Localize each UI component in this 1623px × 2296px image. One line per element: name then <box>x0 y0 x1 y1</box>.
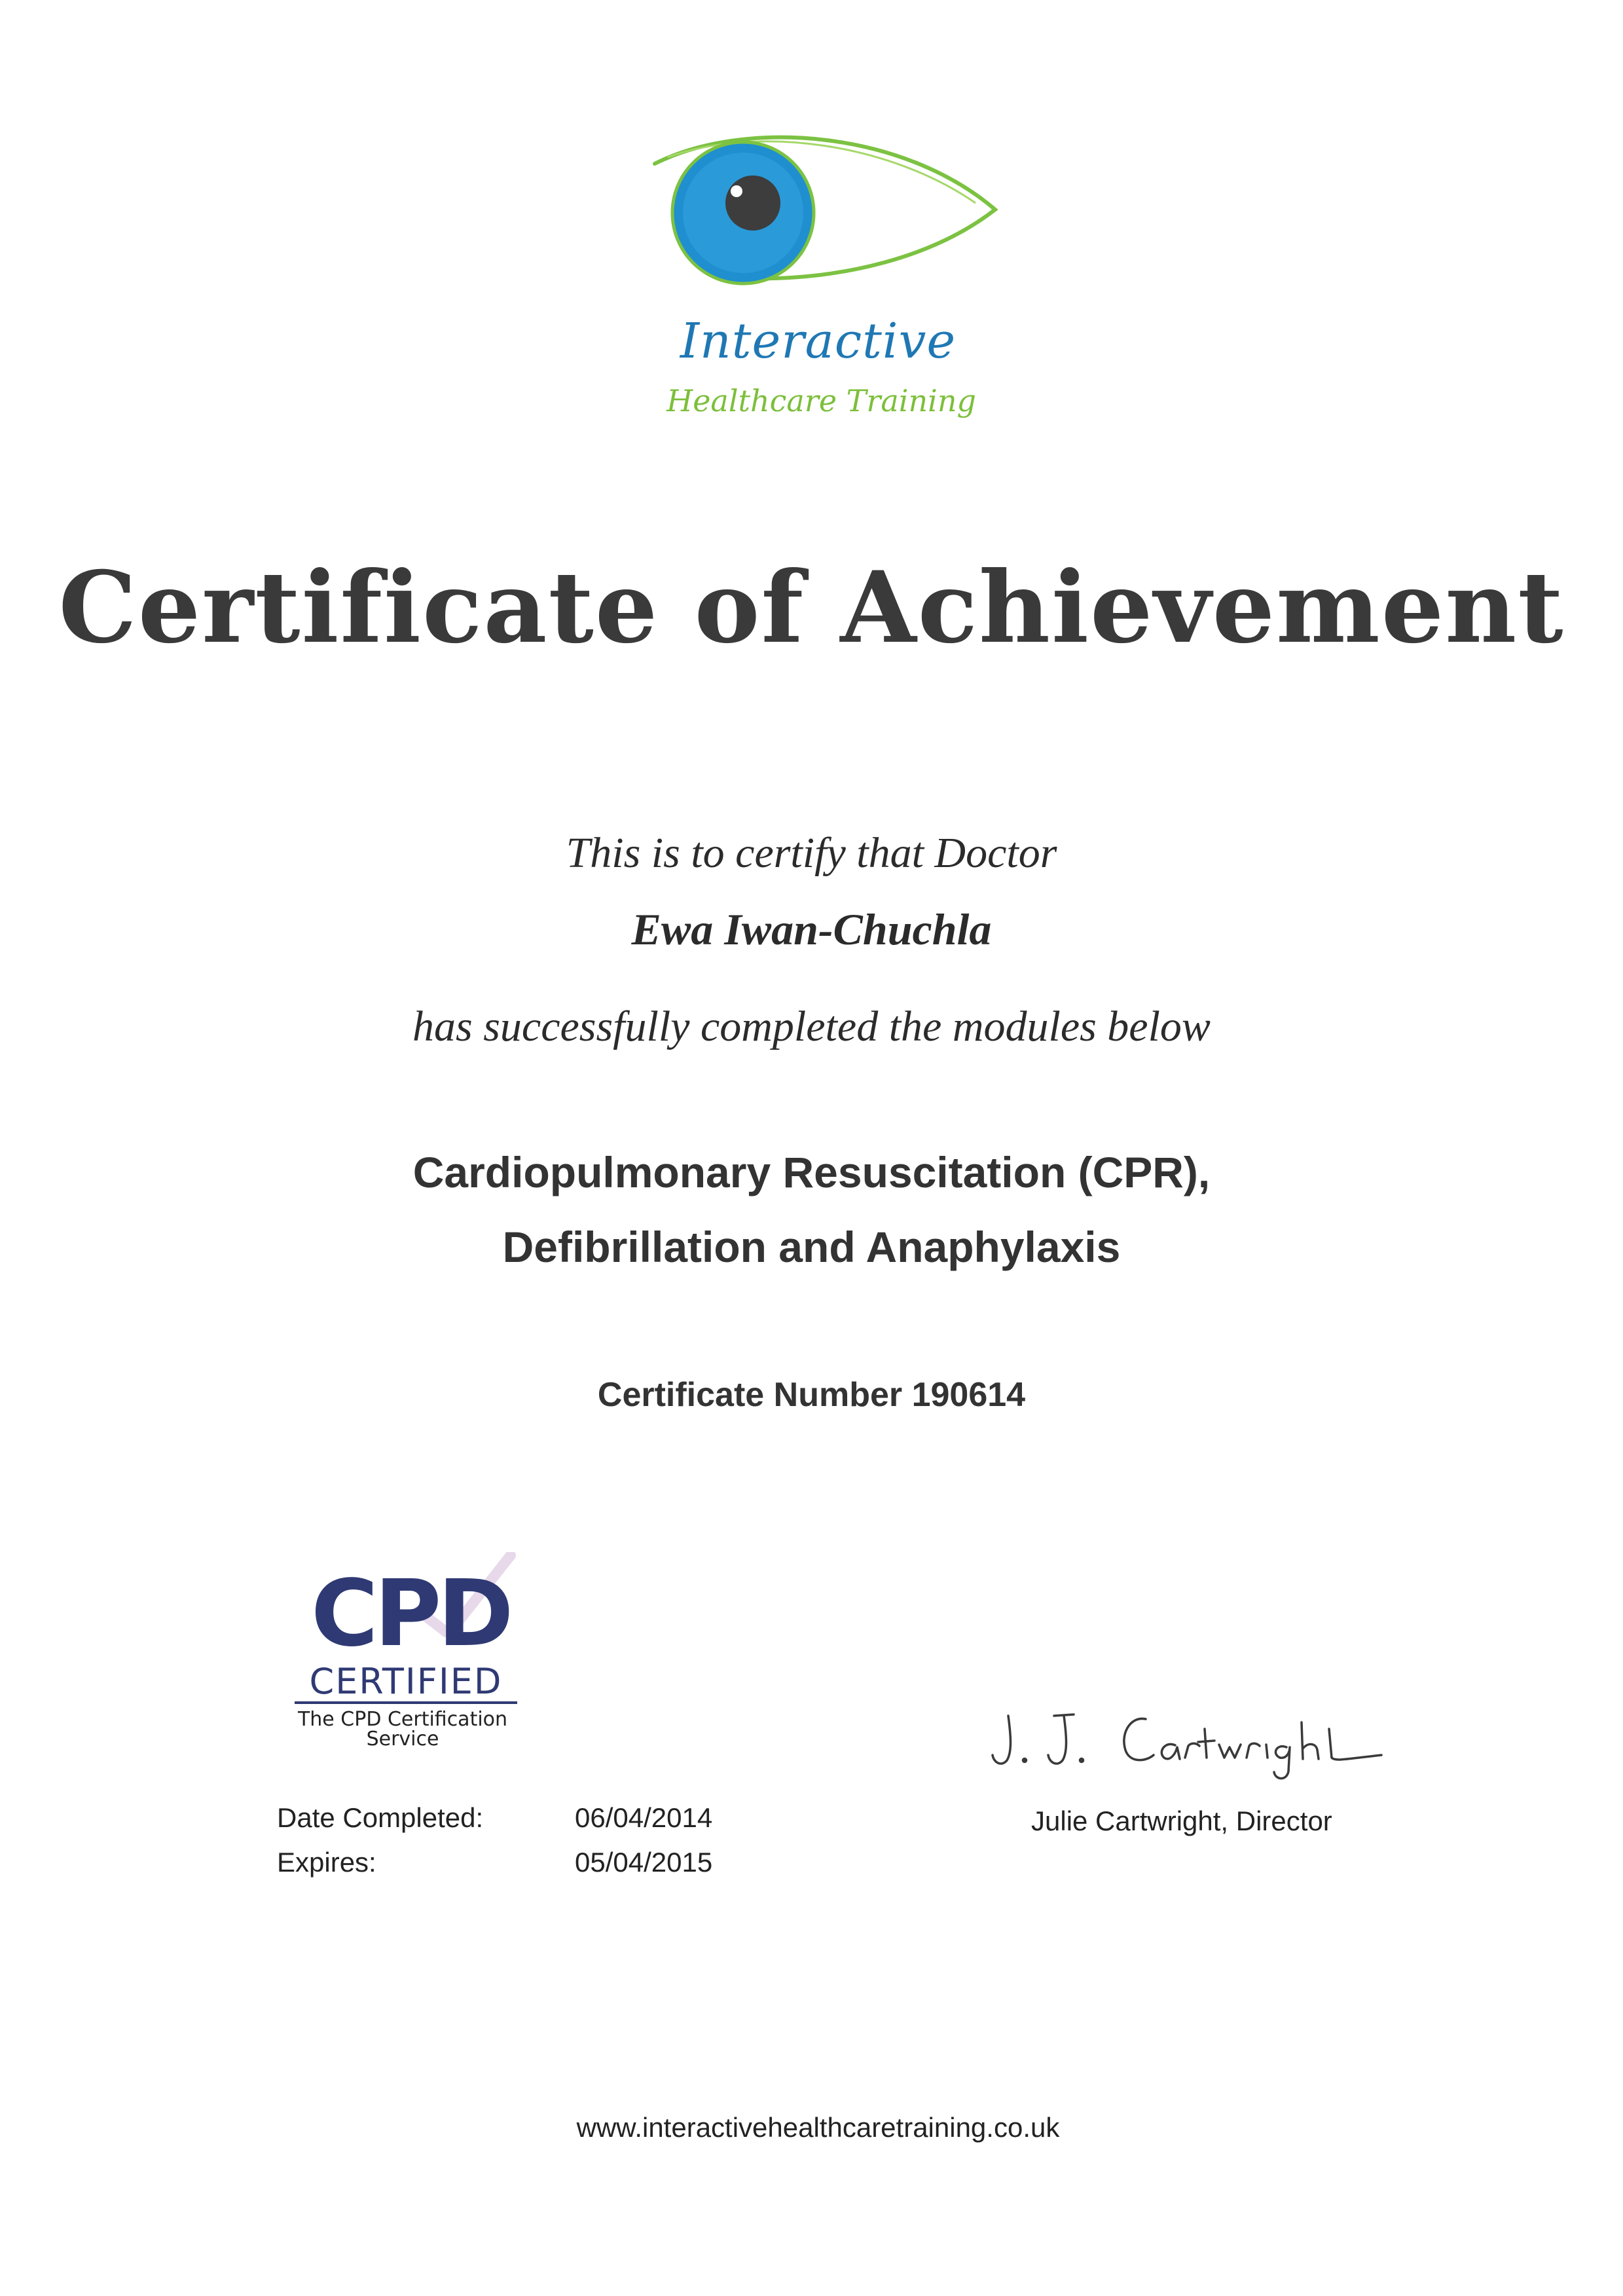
signer-name: Julie Cartwright, Director <box>1031 1805 1332 1836</box>
eye-logo-icon <box>629 124 1028 314</box>
expires-value: 05/04/2015 <box>575 1847 713 1878</box>
recipient-name: Ewa Iwan-Chuchla <box>631 904 992 954</box>
date-completed-value: 06/04/2014 <box>575 1802 713 1833</box>
date-completed-label: Date Completed: <box>277 1802 484 1833</box>
certificate-title: Certificate of Achievement <box>58 550 1565 665</box>
signature-icon <box>989 1690 1395 1788</box>
cpd-letters: CPD <box>311 1561 510 1667</box>
cpd-certified-text: CERTIFIED <box>295 1662 517 1704</box>
cpd-certified-badge <box>282 1552 524 1762</box>
brand-tagline: Healthcare Training <box>666 383 976 418</box>
cpd-service-line-1: The CPD Certification <box>297 1708 508 1731</box>
certify-line: This is to certify that Doctor <box>566 829 1057 877</box>
website-url: www.interactivehealthcaretraining.co.uk <box>576 2112 1060 2143</box>
module-line-1: Cardiopulmonary Resuscitation (CPR), <box>412 1148 1211 1196</box>
expires-label: Expires: <box>277 1847 376 1878</box>
completed-line: has successfully completed the modules below <box>412 1003 1211 1050</box>
brand-name: Interactive <box>680 313 957 369</box>
module-line-2: Defibrillation and Anaphylaxis <box>502 1223 1121 1271</box>
cpd-service-line-2: Service <box>366 1728 439 1750</box>
certificate-number: Certificate Number 190614 <box>597 1376 1026 1414</box>
